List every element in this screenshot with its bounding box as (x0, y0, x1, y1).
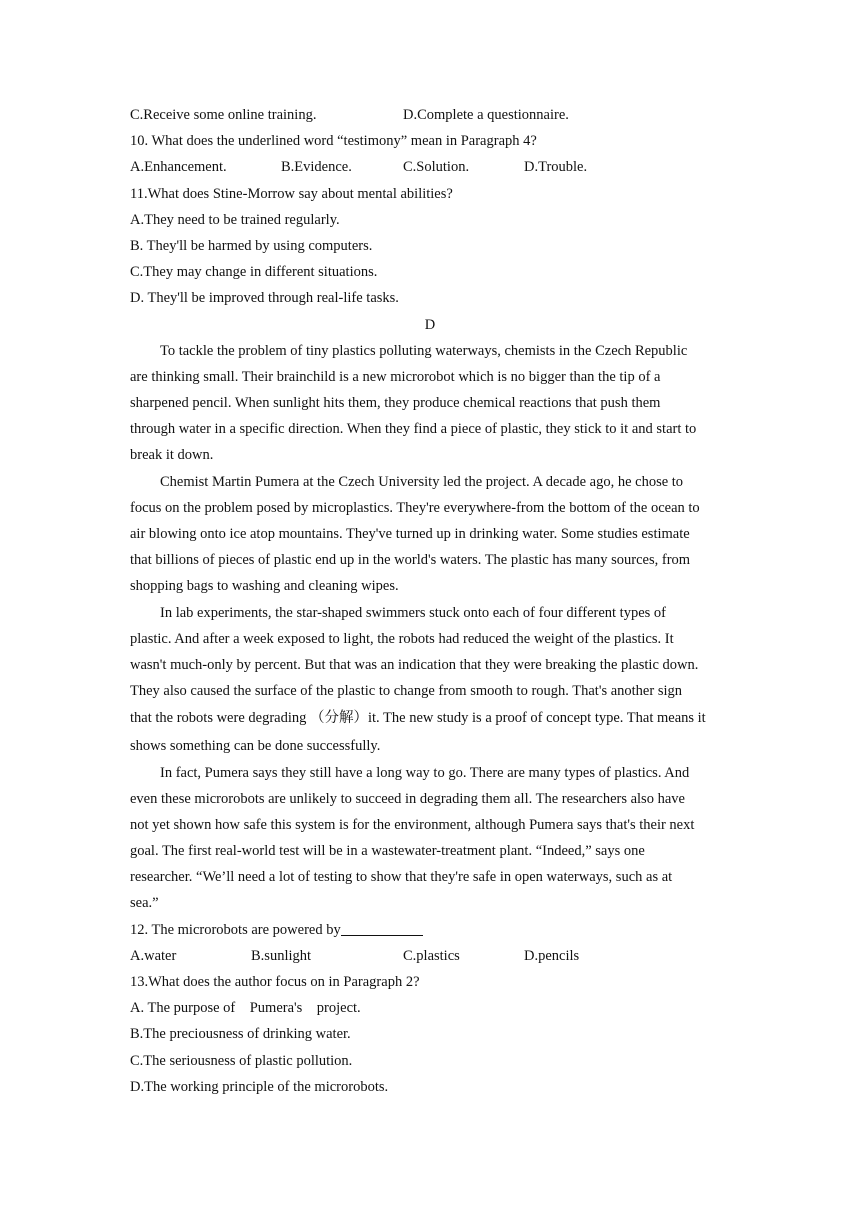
text-line: that the robots were degrading （分解）it. The new study is a proof of concept type. That means it (130, 710, 706, 727)
question-12-stem (130, 917, 730, 943)
question-13-stem: 13.What does the author focus on in Paragraph 2? (130, 974, 420, 990)
text-line: In fact, Pumera says they still have a long way to go. There are many types of plastics. And (160, 764, 690, 781)
question-10-stem: 10. What does the underlined word “testimony” mean in Paragraph 4? (130, 133, 537, 150)
document-page (130, 102, 730, 1100)
option-b: B.sunlight (251, 947, 312, 964)
text-line: They also caused the surface of the plastic to change from smooth to rough. That's another sign (130, 683, 682, 700)
answer-blank (341, 920, 423, 936)
paragraph-2 (130, 469, 730, 600)
text-line: researcher. “We’ll need a lot of testing to show that they're safe in open waterways, such as at (130, 869, 673, 886)
question-12-options (130, 943, 730, 969)
text-line: through water in a specific direction. When they find a piece of plastic, they stick to it and start to (130, 421, 697, 438)
text-line: plastic. And after a week exposed to light, the robots had reduced the weight of the plastics. It (130, 630, 674, 647)
option-d: D.Trouble. (524, 159, 588, 176)
text-line: wasn't much-only by percent. But that was an indication that they were breaking the plastic down. (130, 656, 699, 673)
paragraph-1 (130, 338, 730, 469)
question-12-text: 12. The microrobots are powered by (130, 921, 341, 938)
text-line: shows something can be done successfully. (130, 738, 381, 755)
text-line: sharpened pencil. When sunlight hits them, they produce chemical reactions that push them (130, 395, 661, 412)
option-d: D.The working principle of the microrobots. (130, 1078, 389, 1095)
text-line: are thinking small. Their brainchild is a new microrobot which is no bigger than the tip of a (130, 368, 661, 385)
text-line: sea.” (130, 895, 159, 912)
text-line: To tackle the problem of tiny plastics polluting waterways, chemists in the Czech Republic (160, 342, 688, 359)
text-line: shopping bags to washing and cleaning wipes. (130, 578, 399, 595)
question-9-options (130, 102, 730, 128)
option-d: D. They'll be improved through real-life tasks. (130, 290, 399, 307)
option-d: D.Complete a questionnaire. (403, 107, 569, 123)
text-line: In lab experiments, the star-shaped swimmers stuck onto each of four different types of (160, 604, 666, 621)
option-c: C.The seriousness of plastic pollution. (130, 1052, 353, 1069)
option-b: B. They'll be harmed by using computers. (130, 237, 373, 254)
option-b: B.The preciousness of drinking water. (130, 1026, 351, 1043)
text-line: Chemist Martin Pumera at the Czech University led the project. A decade ago, he chose to (160, 473, 684, 490)
question-11-stem: 11.What does Stine-Morrow say about mental abilities? (130, 185, 453, 202)
option-a: A. The purpose of Pumera's project. (130, 1000, 361, 1017)
section-title: D (424, 316, 436, 333)
option-d: D.pencils (524, 947, 580, 964)
text-line: break it down. (130, 447, 214, 464)
text-line: goal. The first real-world test will be in a wastewater-treatment plant. “Indeed,” says one (130, 843, 645, 860)
option-c: C.Solution. (403, 159, 470, 176)
text-line: not yet shown how safe this system is for the environment, although Pumera says that's their next (130, 816, 695, 833)
option-c: C.They may change in different situations. (130, 264, 378, 281)
question-10-options (130, 154, 730, 180)
option-a: A.They need to be trained regularly. (130, 211, 340, 228)
paragraph-3 (130, 600, 730, 760)
option-c: C.Receive some online training. (130, 107, 317, 123)
paragraph-4 (130, 760, 730, 917)
text-line: that billions of pieces of plastic end up in the world's waters. The plastic has many sources, from (130, 552, 691, 569)
text-line: air blowing onto ice atop mountains. They've turned up in drinking water. Some studies estimate (130, 526, 690, 542)
text-line: even these microrobots are unlikely to succeed in degrading them all. The researchers also have (130, 790, 685, 807)
option-b: B.Evidence. (281, 159, 352, 176)
option-c: C.plastics (403, 947, 460, 964)
option-a: A.water (130, 947, 177, 964)
option-a: A.Enhancement. (130, 159, 227, 176)
text-line: focus on the problem posed by microplastics. They're everywhere-from the bottom of the ocean to (130, 499, 700, 516)
